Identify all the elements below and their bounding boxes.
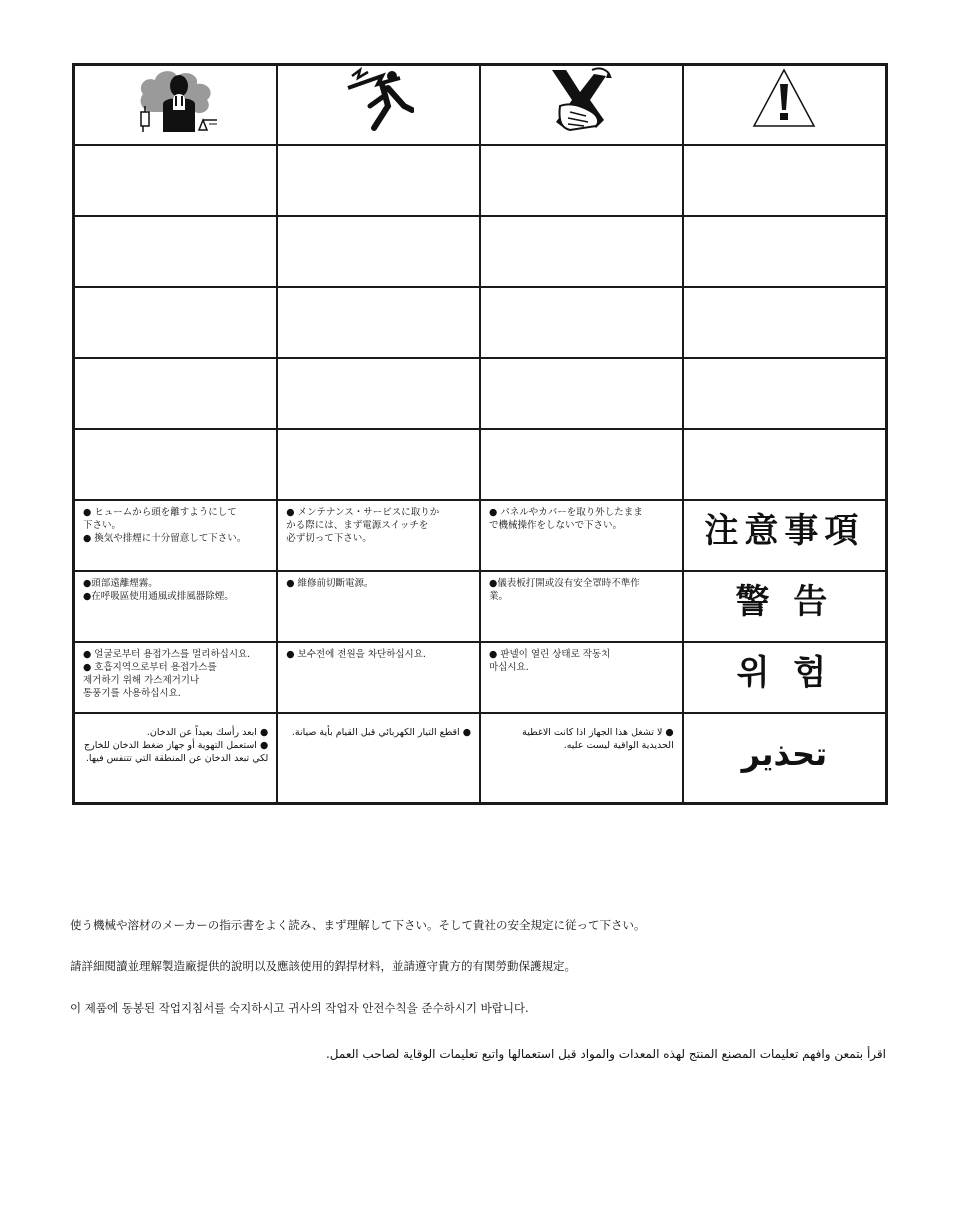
blank-row (74, 358, 887, 429)
moving-parts-hand-icon (546, 66, 616, 132)
blank-row (74, 287, 887, 358)
japanese-instruction-note: 使う機械や溶材のメーカーの指示書をよく読み、まず理解して下さい。そして貴社の安全規定に従って下さい。 (70, 918, 646, 932)
chinese-instruction-note: 請詳細閱讀並理解製造廠提供的說明以及應該使用的銲捍材料，並請遵守貴方的有関勞動保護規定。 (70, 959, 576, 973)
arabic-row (74, 713, 887, 804)
korean-row (74, 642, 887, 713)
electric-shock-icon (344, 66, 414, 132)
language-label: تحذير (683, 713, 887, 804)
fumes-icon-cell (74, 65, 278, 146)
safety-warning-table (72, 63, 888, 805)
chinese-row (74, 571, 887, 642)
shock-icon-cell (277, 65, 480, 146)
japanese-row (74, 500, 887, 571)
language-label: 注意事項 (683, 500, 887, 571)
fumes-warning-text: ●頭部遠離煙霧。 ●在呼吸區使用通風或排風器除煙。 (74, 571, 278, 642)
language-label: 警 告 (683, 571, 887, 642)
korean-instruction-note: 이 제품에 동봉된 작업지침서를 숙지하시고 귀사의 작업자 안전수칙을 준수하시기 바랍니다. (70, 1001, 529, 1015)
fumes-warning-text: ● ابعد رأسك بعيداً عن الدخان. ● استعمل التهوية أو جهاز ضغط الدخان للخارج لكي تبعد الدخان عن المنطقة التي تتنفس فيها. (74, 713, 278, 804)
hand-icon-cell (480, 65, 683, 146)
guard-warning-text: ● 판넬이 열린 상태로 작동치 마십시요. (480, 642, 683, 713)
blank-row (74, 429, 887, 500)
blank-row (74, 145, 887, 216)
guard-warning-text: ●儀表板打開或沒有安全罩時不準作 業。 (480, 571, 683, 642)
arabic-instruction-note: اقرأ بتمعن وافهم تعليمات المصنع المنتج لهذه المعدات والمواد قبل استعمالها واتبع تعليمات الوقاية لصاحب العمل. (325, 1047, 886, 1061)
warning-icon-cell (683, 65, 887, 146)
shock-warning-text: ● اقطع التيار الكهربائي قبل القيام بأية صيانة. (277, 713, 480, 804)
fumes-warning-text: ● ヒュームから頭を離すようにして 下さい。 ● 換気や排煙に十分留意して下さい。 (74, 500, 278, 571)
language-label: 위 험 (683, 642, 887, 713)
fumes-warning-text: ● 얼굴로부터 용접가스를 멀리하십시요. ● 호흡지역으로부터 용접가스를 제거하기 위해 가스제거기나 통풍기를 사용하십시요. (74, 642, 278, 713)
blank-row (74, 216, 887, 287)
guard-warning-text: ● パネルやカバーを取り外したまま で機械操作をしないで下さい。 (480, 500, 683, 571)
icon-row (74, 65, 887, 146)
shock-warning-text: ● 維修前切斷電源。 (277, 571, 480, 642)
guard-warning-text: ● لا تشغل هذا الجهاز اذا كانت الاغطية الحديدية الواقية ليست عليه. (480, 713, 683, 804)
warning-triangle-icon (751, 66, 817, 130)
shock-warning-text: ● メンテナンス・サービスに取りか かる際には、まず電源スイッチを 必ず切って下さい。 (277, 500, 480, 571)
shock-warning-text: ● 보수전에 전원을 차단하십시요. (277, 642, 480, 713)
fumes-hazard-icon (133, 66, 219, 132)
